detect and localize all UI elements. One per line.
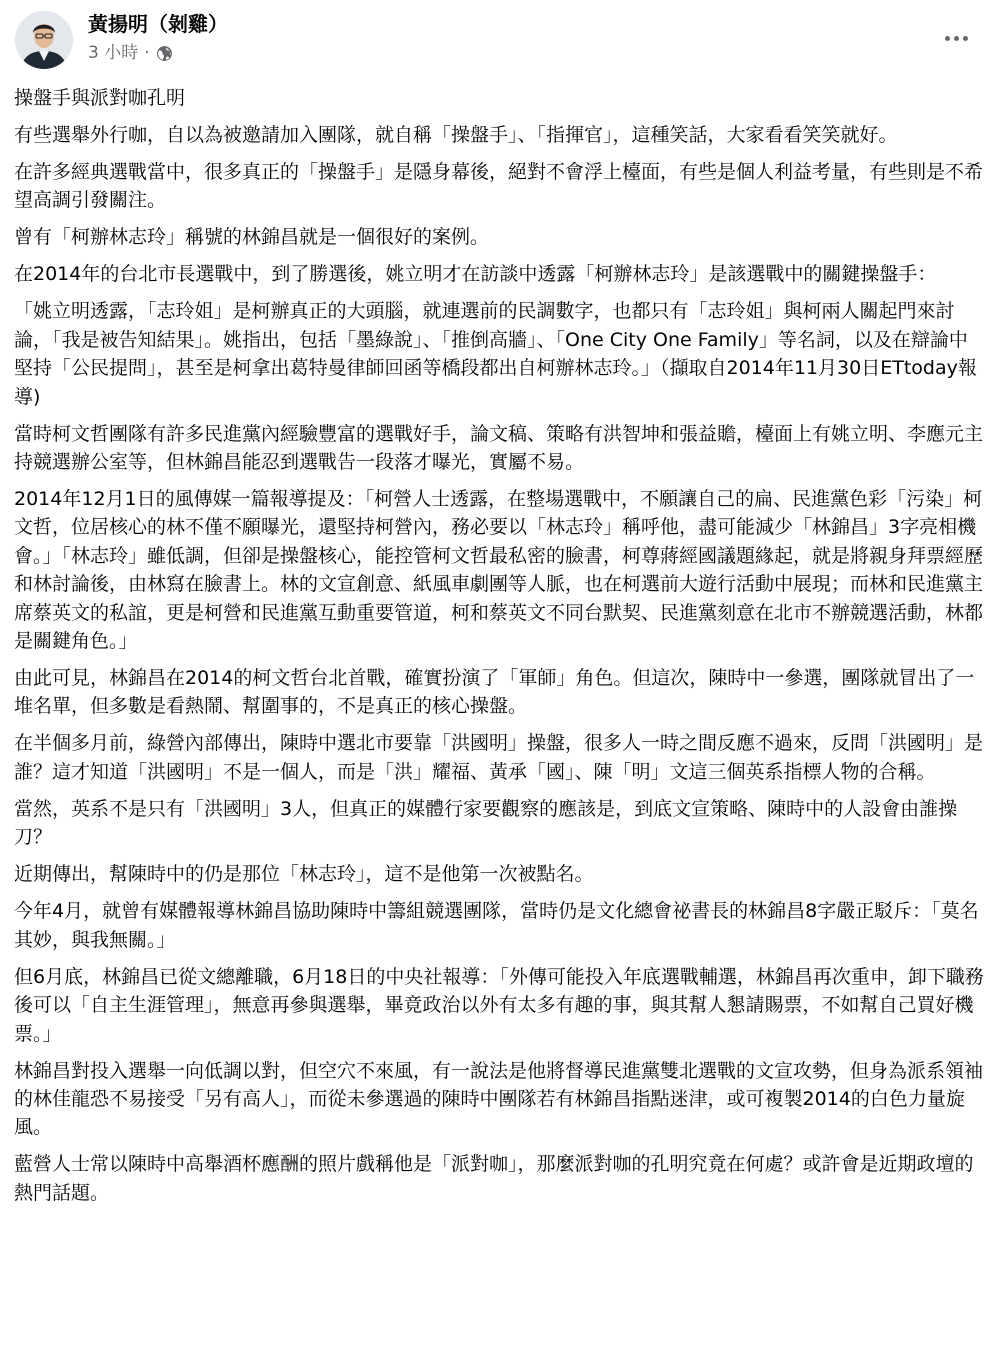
more-options-icon-dot — [963, 36, 968, 41]
post-paragraph: 今年4月，就曾有媒體報導林錦昌協助陳時中籌組競選團隊，當時仍是文化總會祕書長的林錦昌8字嚴正駁斥：「莫名其妙，與我無關。」 — [14, 900, 979, 951]
post-meta — [88, 41, 173, 65]
profile-photo — [15, 11, 73, 69]
post-paragraph: 在半個多月前，綠營內部傳出，陳時中選北市要靠「洪國明」操盤，很多人一時之間反應不過來，反問「洪國明」是誰？這才知道「洪國明」不是一個人，而是「洪」耀福、黃承「國」、陳「明」文這三個英系指標人物的合稱。 — [14, 732, 984, 783]
post-paragraph: 曾有「柯辦林志玲」稱號的林錦昌就是一個很好的案例。 — [14, 226, 490, 249]
post-quote: 「姚立明透露，「志玲姐」是柯辦真正的大頭腦，就連選前的民調數字，也都只有「志玲姐」與柯兩人關起門來討論，「我是被告知結果」。姚指出，包括「墨綠說」、「推倒高牆」、「One City One Family」等名詞，以及在辯論中堅持「公民提問」，甚至是柯拿出葛特曼律師回函等橋段都出自柯辦林志玲。」（擷取自2014年11月30日ETtoday報導) — [14, 300, 977, 408]
post-paragraph: 當時柯文哲團隊有許多民進黨內經驗豐富的選戰好手，論文稿、策略有洪智坤和張益贍，檯面上有姚立明、李應元主持競選辦公室等，但林錦昌能忍到選戰告一段落才曝光，實屬不易。 — [14, 422, 984, 474]
post-paragraph: 有些選舉外行咖，自以為被邀請加入團隊，就自稱「操盤手」、「指揮官」，這種笑話，大家看看笑笑就好。 — [14, 124, 898, 146]
post-paragraph: 當然，英系不是只有「洪國明」3人，但真正的媒體行家要觀察的應該是，到底文宣策略、陳時中的人設會由誰操刀？ — [14, 797, 958, 849]
globe-icon[interactable] — [156, 45, 173, 62]
post-paragraph: 在2014年的台北市長選戰中，到了勝選後，姚立明才在訪談中透露「柯辦林志玲」是該選戰中的關鍵操盤手： — [14, 263, 937, 286]
post-body — [14, 84, 986, 1216]
post-paragraph: 在許多經典選戰當中，很多真正的「操盤手」是隱身幕後，絕對不會浮上檯面，有些是個人利益考量，有些則是不希望高調引發關注。 — [14, 161, 984, 212]
more-options-icon — [945, 36, 950, 41]
avatar[interactable] — [15, 11, 73, 69]
post-timestamp[interactable]: 3 小時 — [88, 43, 139, 63]
post-title: 操盤手與派對咖孔明 — [14, 87, 186, 109]
author-name[interactable]: 黃揚明（剝雞） — [88, 12, 228, 36]
post-paragraph: 2014年12月1日的風傳媒一篇報導提及：「柯營人士透露，在整場選戰中，不願讓自己的扁、民進黨色彩「污染」柯文哲，位居核心的林不僅不願曝光，還堅持柯營內，務必要以「林志玲」稱呼他，盡可能減少「林錦昌」3字亮相機會。」「林志玲」雖低調，但卻是操盤核心，能控管柯文哲最私密的臉書，柯尊蔣經國議題緣起，就是將親身拜票經歷和林討論後，由林寫在臉書上。林的文宣創意、紙風車劇團等人脈，也在柯選前大遊行活動中展現；而林和民進黨主席蔡英文的私誼，更是柯營和民進黨互動重要管道，柯和蔡英文不同台默契、民進黨刻意在北市不辦競選活動，林都是關鍵角色。」 — [14, 488, 984, 653]
post-paragraph: 近期傳出，幫陳時中的仍是那位「林志玲」，這不是他第一次被點名。 — [14, 863, 594, 886]
post-paragraph: 由此可見，林錦昌在2014的柯文哲台北首戰，確實扮演了「軍師」角色。但這次，陳時中一參選，團隊就冒出了一堆名單，但多數是看熱鬧、幫圍事的，不是真正的核心操盤。 — [14, 667, 975, 718]
more-options-button[interactable] — [936, 26, 976, 50]
post-paragraph: 林錦昌對投入選舉一向低調以對，但空穴不來風，有一說法是他將督導民進黨雙北選戰的文宣攻勢，但身為派系領袖的林佳龍恐不易接受「另有高人」，而從未參選過的陳時中團隊若有林錦昌指點迷津，或可複製2014的白色力量旋風。 — [14, 1059, 984, 1139]
more-options-icon-dot — [954, 36, 959, 41]
post-paragraph: 藍營人士常以陳時中高舉酒杯應酬的照片戲稱他是「派對咖」，那麼派對咖的孔明究竟在何處？或許會是近期政壇的熱門話題。 — [14, 1153, 974, 1204]
post-paragraph: 但6月底，林錦昌已從文總離職，6月18日的中央社報導：「外傳可能投入年底選戰輔選，林錦昌再次重申，卸下職務後可以「自主生涯管理」，無意再參與選舉，畢竟政治以外有太多有趣的事，與其幫人懇請賜票，不如幫自己買好機票。」 — [14, 965, 984, 1045]
meta-separator: · — [144, 43, 150, 63]
post-header — [0, 0, 1004, 78]
